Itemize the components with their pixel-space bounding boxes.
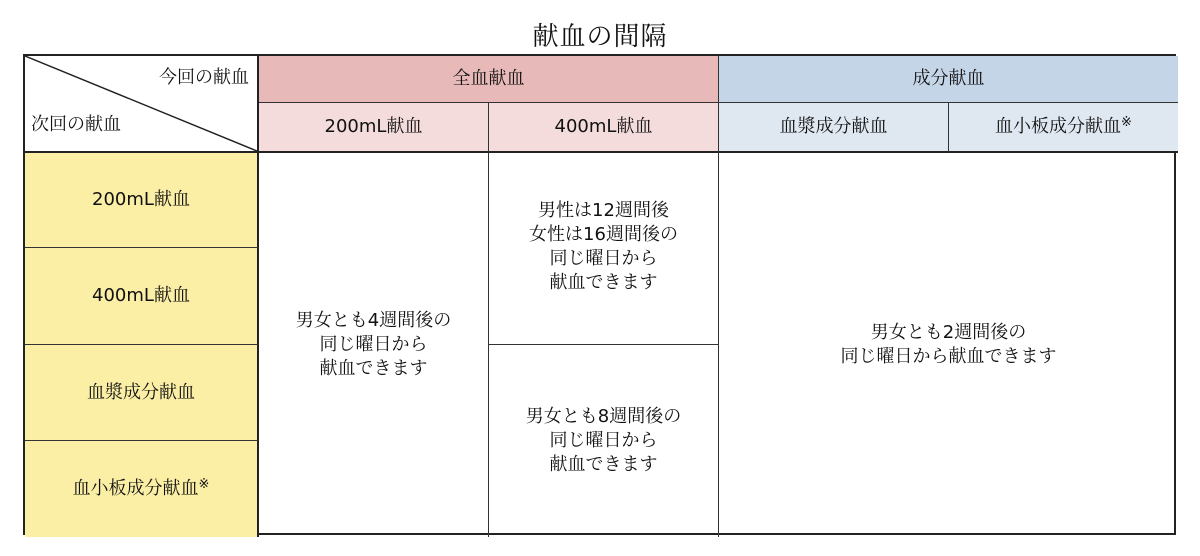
subheader-400ml: 400mL献血	[489, 103, 719, 153]
subheader-platelet-label: 血小板成分献血	[995, 116, 1122, 137]
row-header-plasma: 血漿成分献血	[25, 345, 259, 441]
component-header: 成分献血	[719, 56, 1178, 103]
subheader-plasma: 血漿成分献血	[719, 103, 949, 153]
row-header-400ml: 400mL献血	[25, 248, 259, 345]
row-header-platelet	[25, 441, 259, 537]
subheader-platelet	[949, 103, 1178, 153]
interval-after-400ml-whole: 男性は12週間後 女性は16週間後の 同じ曜日から 献血できます	[489, 153, 719, 345]
whole-blood-header: 全血献血	[259, 56, 719, 103]
page-title: 献血の間隔	[532, 22, 668, 52]
corner-header	[25, 56, 259, 153]
interval-after-component: 男女とも2週間後の 同じ曜日から献血できます	[840, 322, 1057, 367]
interval-after-400ml-component: 男女とも8週間後の 同じ曜日から 献血できます	[489, 345, 719, 537]
row-header-200ml: 200mL献血	[25, 153, 259, 248]
interval-after-200ml: 男女とも4週間後の 同じ曜日から 献血できます	[259, 153, 489, 537]
footnote-mark: ※	[198, 477, 210, 492]
footnote-mark: ※	[1121, 115, 1132, 130]
next-donation-label: 次回の献血	[31, 114, 121, 135]
row-header-platelet-label: 血小板成分献血	[72, 478, 199, 499]
current-donation-label: 今回の献血	[159, 67, 249, 88]
donation-interval-table	[23, 54, 1176, 535]
subheader-200ml: 200mL献血	[259, 103, 489, 153]
